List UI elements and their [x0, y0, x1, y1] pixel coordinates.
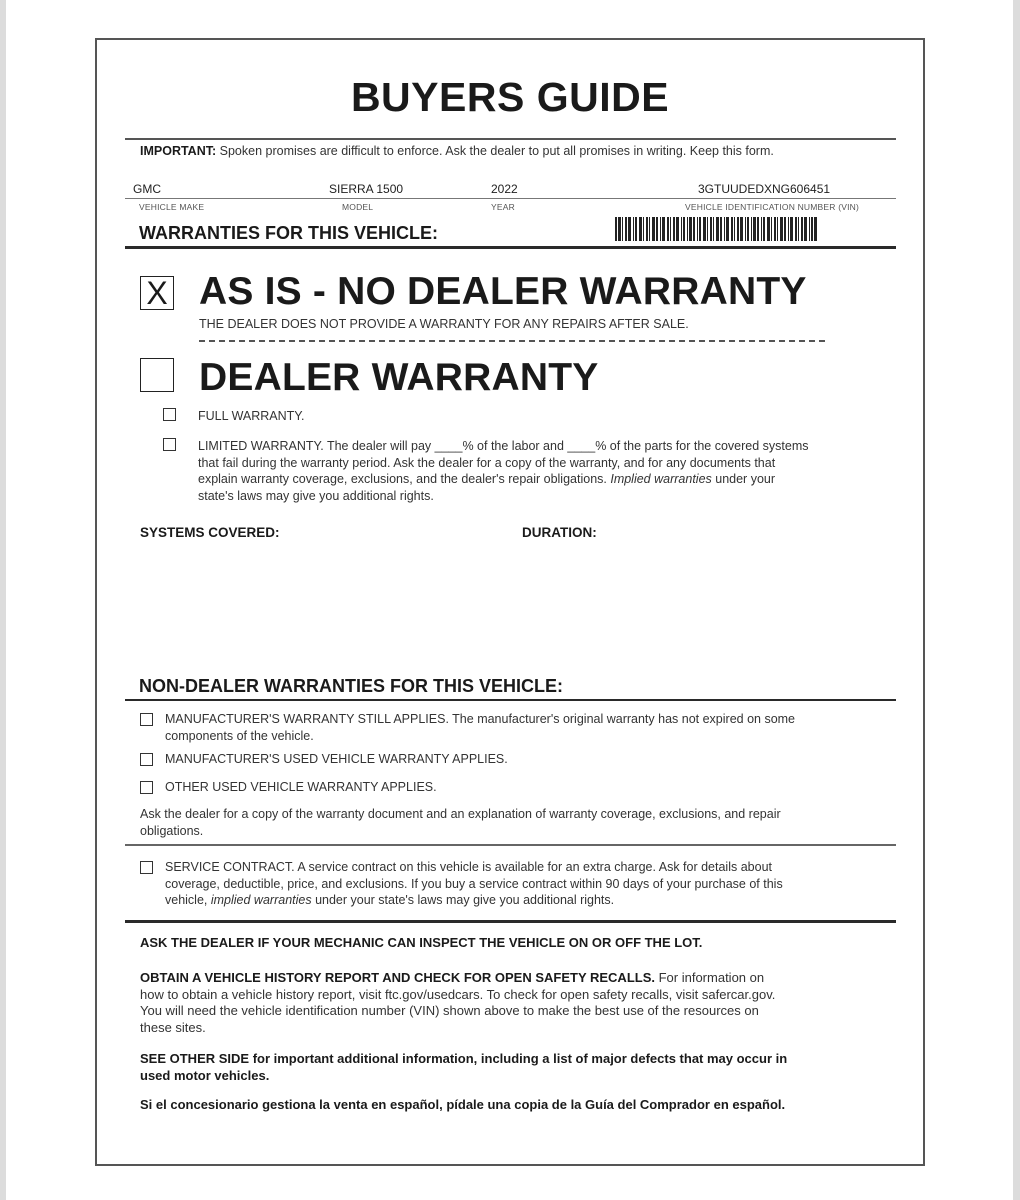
document-title: BUYERS GUIDE	[350, 74, 670, 120]
limited-warranty-text	[198, 438, 898, 504]
warranties-heading: WARRANTIES FOR THIS VEHICLE:	[139, 223, 439, 243]
other-used-warranty-label: OTHER USED VEHICLE WARRANTY APPLIES.	[165, 780, 437, 794]
important-label: IMPORTANT:	[140, 144, 217, 158]
as-is-heading: AS IS - NO DEALER WARRANTY	[199, 270, 807, 313]
limited-warranty-line: state's laws may give you additional rights.	[198, 488, 434, 503]
vehicle-fields-underline	[125, 198, 896, 199]
vehicle-year-label: YEAR	[491, 202, 515, 212]
non-dealer-rule	[125, 699, 896, 701]
important-notice	[140, 144, 774, 158]
x-mark-icon: X	[146, 275, 168, 311]
vin-barcode	[615, 217, 879, 241]
divider	[125, 138, 896, 140]
viewer-edge-left	[0, 0, 6, 1200]
limited-warranty-checkbox[interactable]	[163, 438, 176, 451]
manufacturer-used-warranty-label: MANUFACTURER'S USED VEHICLE WARRANTY APPLIES.	[165, 752, 508, 766]
dealer-warranty-heading: DEALER WARRANTY	[199, 356, 599, 399]
spanish-notice: Si el concesionario gestiona la venta en español, pídale una copia de la Guía del Comprador en español.	[140, 1097, 786, 1112]
full-warranty-checkbox[interactable]	[163, 408, 176, 421]
warranties-heading-rule	[125, 246, 896, 249]
dealer-warranty-checkbox[interactable]	[140, 358, 174, 392]
non-dealer-note: Ask the dealer for a copy of the warranty document and an explanation of warranty coverage, exclusions, and repair obligations.	[140, 807, 781, 838]
vehicle-vin-value: 3GTUUDEDXNG606451	[698, 182, 831, 196]
vehicle-make-value: GMC	[133, 182, 161, 196]
service-contract-text: SERVICE CONTRACT. A service contract on this vehicle is available for an extra charge. Ask for details about coverage, deductible, price, and exclusions. If you buy a service contract within 90 days of your purchase of this vehicle, implied warranties under your state's laws may give you additional rights.	[165, 860, 783, 907]
buyers-guide-page	[95, 38, 925, 1166]
vehicle-model-value: SIERRA 1500	[329, 182, 404, 196]
as-is-subtext: THE DEALER DOES NOT PROVIDE A WARRANTY FOR ANY REPAIRS AFTER SALE.	[199, 317, 689, 331]
as-is-checkbox[interactable]	[140, 276, 174, 310]
other-side-notice: SEE OTHER SIDE for important additional information, including a list of major defects that may occur in used motor vehicles.	[140, 1051, 788, 1083]
non-dealer-heading: NON-DEALER WARRANTIES FOR THIS VEHICLE:	[139, 676, 564, 696]
other-used-warranty-checkbox[interactable]	[140, 781, 153, 794]
manufacturer-used-warranty-checkbox[interactable]	[140, 753, 153, 766]
vehicle-make-label: VEHICLE MAKE	[139, 202, 205, 212]
limited-warranty-line: explain warranty coverage, exclusions, and the dealer's repair obligations. Implied warranties under your	[198, 472, 776, 486]
vehicle-year-value: 2022	[491, 182, 518, 196]
systems-covered-label: SYSTEMS COVERED:	[140, 525, 280, 540]
limited-warranty-line: LIMITED WARRANTY. The dealer will pay ____% of the labor and ____% of the parts for the covered systems	[198, 439, 809, 453]
limited-warranty-line: that fail during the warranty period. Ask the dealer for a copy of the warranty, and for any documents that	[198, 455, 776, 470]
history-report-notice: OBTAIN A VEHICLE HISTORY REPORT AND CHECK FOR OPEN SAFETY RECALLS. For information on how to obtain a vehicle history report, visit ftc.gov/usedcars. To check for open safety recalls, visit safercar.gov. You will need the vehicle identification number (VIN) shown above to make the best use of the resources on these sites.	[140, 970, 776, 1035]
viewer-edge-right	[1013, 0, 1020, 1200]
mechanic-notice: ASK THE DEALER IF YOUR MECHANIC CAN INSPECT THE VEHICLE ON OR OFF THE LOT.	[140, 935, 703, 950]
manufacturer-warranty-checkbox[interactable]	[140, 713, 153, 726]
service-contract-checkbox[interactable]	[140, 861, 153, 874]
duration-label: DURATION:	[522, 525, 597, 540]
manufacturer-warranty-text: MANUFACTURER'S WARRANTY STILL APPLIES. The manufacturer's original warranty has not expired on some components of the vehicle.	[165, 712, 796, 743]
full-warranty-label: FULL WARRANTY.	[198, 409, 305, 423]
important-text: Spoken promises are difficult to enforce. Ask the dealer to put all promises in writing. Keep this form.	[219, 144, 774, 158]
vehicle-vin-label: VEHICLE IDENTIFICATION NUMBER (VIN)	[685, 202, 860, 212]
divider	[125, 844, 896, 846]
dashed-divider	[199, 340, 825, 342]
divider	[125, 920, 896, 923]
vehicle-model-label: MODEL	[342, 202, 374, 212]
